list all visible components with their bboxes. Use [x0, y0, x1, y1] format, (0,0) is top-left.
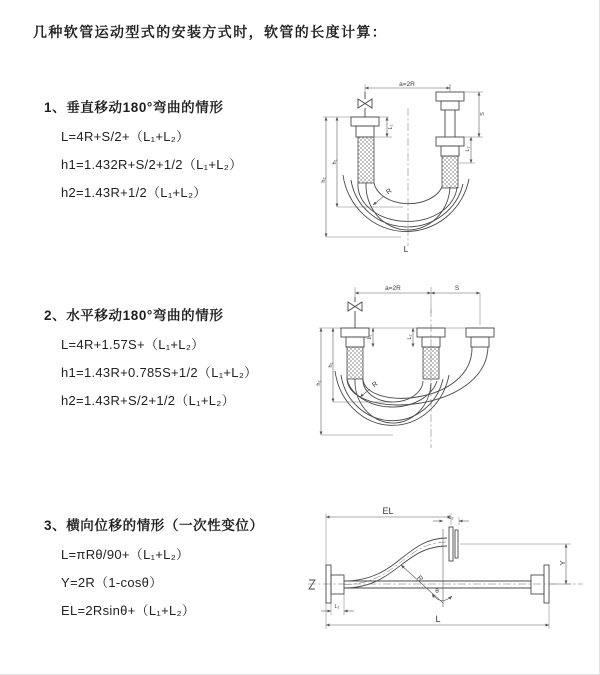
dim-label: L₁ [388, 124, 394, 130]
formula-line: h1=1.43R+0.785S+1/2（L₁+L₂） [61, 365, 258, 380]
hose-straight [344, 581, 531, 588]
braided-hose [442, 156, 458, 188]
dim-label: EL [382, 506, 394, 516]
dim-label: θ [435, 588, 439, 595]
dim-s [464, 92, 486, 137]
right-hose-end [436, 84, 464, 188]
dim-label: L [435, 614, 441, 624]
dim-h2 [316, 328, 393, 435]
left-hose-end [351, 117, 379, 183]
braided-hose [358, 137, 374, 183]
centerline-break-mark [309, 580, 315, 589]
diagram-lateral-displacement [303, 503, 588, 653]
dim-label: Y [558, 560, 567, 566]
dim-label: R [371, 380, 380, 390]
dim-l2 [459, 137, 475, 163]
valve-icon [358, 92, 372, 117]
dim-a-2r [355, 285, 480, 325]
formula-line: h2=1.43R+1/2（L₁+L₂） [61, 185, 207, 200]
dim-label: a=2R [385, 285, 401, 292]
diagram-vertical-180-bend [313, 80, 508, 255]
dim-label: S [480, 112, 486, 116]
formula-line: EL=2Rsinθ+（L₁+L₂） [61, 603, 196, 618]
formula-line: L=4R+S/2+（L₁+L₂） [61, 129, 190, 144]
valve-icon [348, 297, 362, 328]
length-label: L [403, 244, 409, 254]
dim-label: h₂ [316, 380, 322, 386]
moved-hose-end [449, 527, 458, 561]
radius-callout [373, 188, 393, 205]
formula-line: h1=1.432R+S/2+1/2（L₁+L₂） [61, 157, 243, 172]
section-2-heading: 2、水平移动180°弯曲的情形 [44, 308, 224, 323]
formula-line: Y=2R（1-cosθ） [61, 575, 163, 590]
dim-label: S [454, 285, 460, 292]
section-1 [44, 100, 242, 200]
hose-displaced [344, 538, 447, 588]
formula-line: L=4R+1.57S+（L₁+L₂） [61, 337, 205, 352]
dim-label: a=2R [399, 81, 415, 88]
dim-l [326, 603, 549, 629]
dim-l1 [367, 328, 373, 347]
formula-line: L=πRθ/90+（L₁+L₂） [61, 547, 190, 562]
formula-line: h2=1.43R+S/2+1/2（L₁+L₂） [61, 393, 235, 408]
dim-label: L₁ [334, 604, 340, 610]
u-bend-hose-moved [347, 347, 488, 405]
dim-label: h₁ [328, 362, 334, 368]
section-1-heading: 1、垂直移动180°弯曲的情形 [44, 100, 224, 115]
dim-label: L₂ [407, 334, 413, 340]
diagram-horizontal-180-bend [313, 283, 523, 463]
section-3-heading: 3、横向位移的情形（一次性变位） [44, 518, 264, 533]
moved-hose-end [466, 328, 494, 347]
page-title: 几种软管运动型式的安装方式时，软管的长度计算： [33, 24, 388, 40]
dim-label: R [415, 574, 424, 584]
section-2 [44, 308, 257, 408]
braided-hose [347, 347, 363, 379]
dim-s [431, 285, 480, 293]
dim-l1 [375, 117, 394, 137]
dim-label: h₁ [332, 159, 338, 165]
left-hose-end [341, 328, 369, 379]
section-3 [44, 518, 264, 618]
dim-el [326, 506, 454, 565]
dim-label: L₂ [465, 146, 471, 152]
dim-l2 [407, 328, 413, 347]
dim-label: h₂ [321, 177, 327, 183]
dim-label: L₁ [367, 334, 373, 340]
radius-callout [401, 565, 443, 603]
dim-label: L₂ [448, 515, 454, 521]
dim-label: R [385, 187, 394, 197]
dim-y [460, 544, 571, 584]
